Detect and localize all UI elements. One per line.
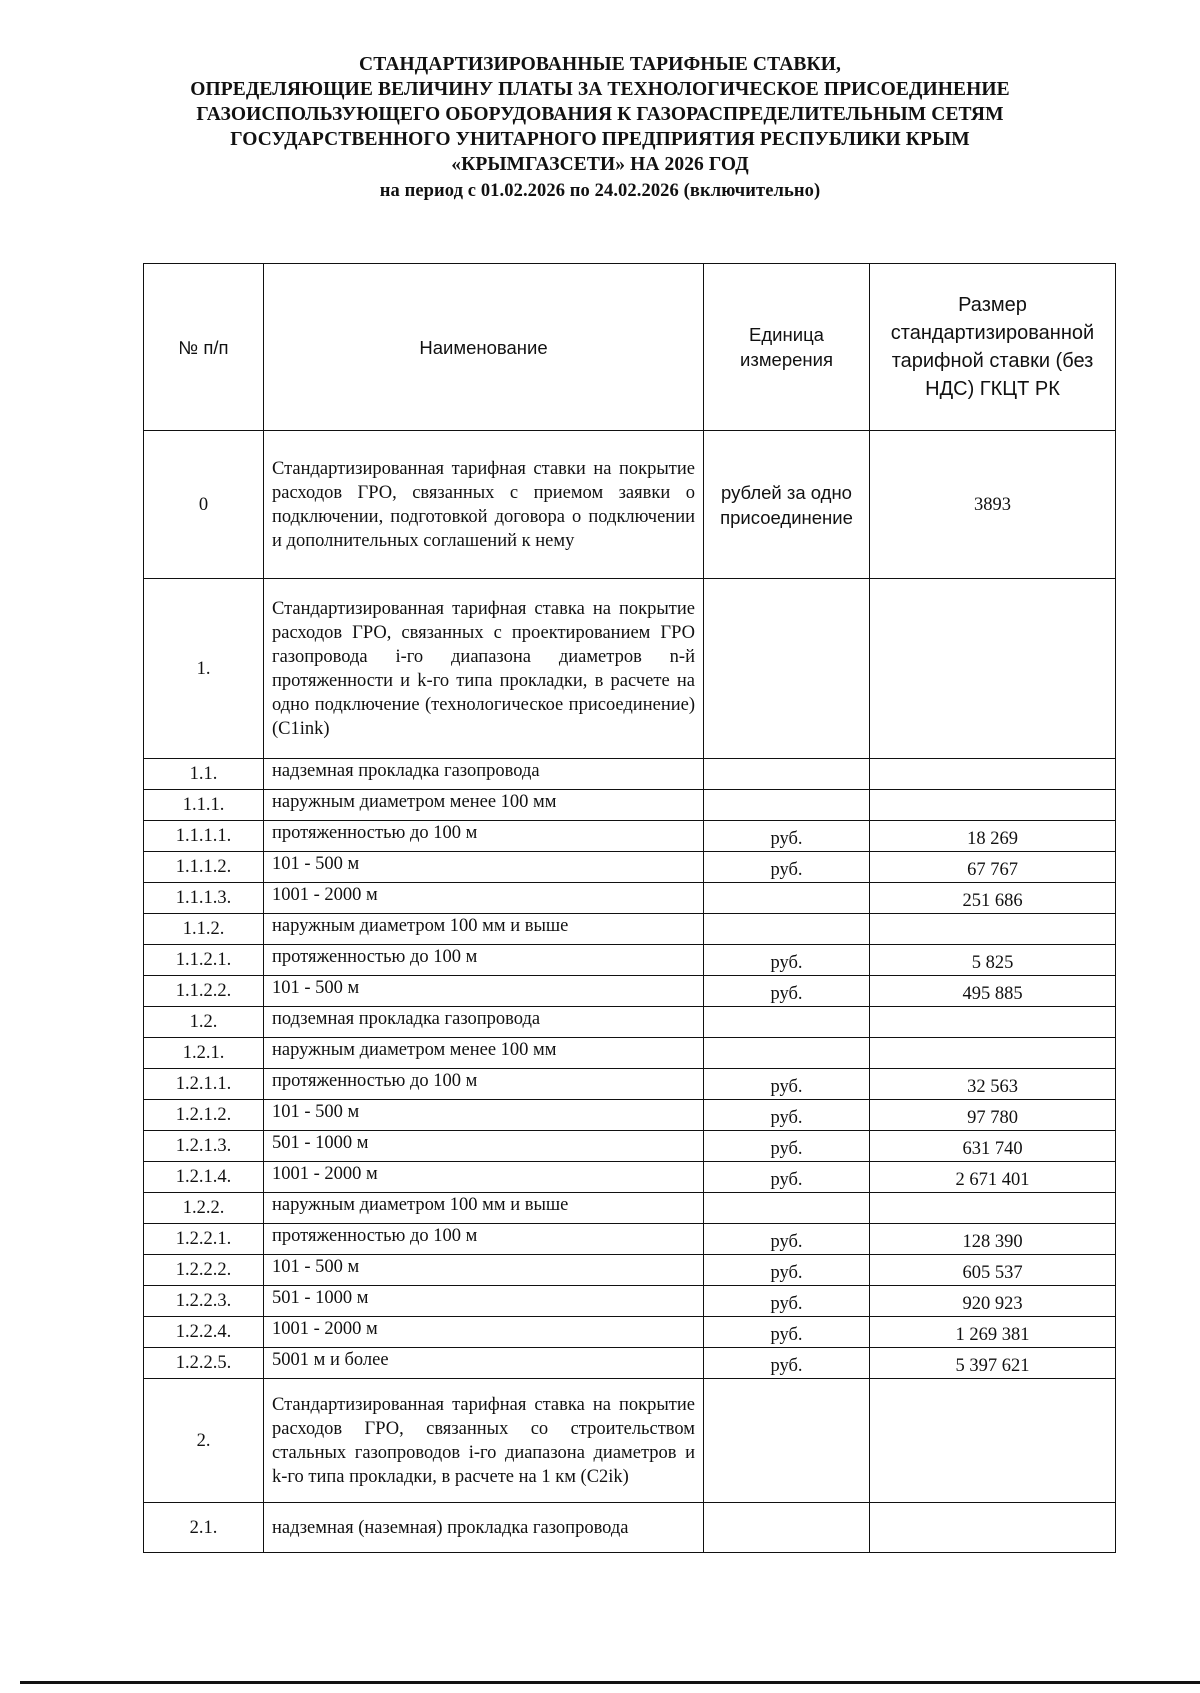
row-name: протяженностью до 100 м (264, 821, 704, 852)
header-num: № п/п (144, 264, 264, 431)
row-num: 2.1. (144, 1503, 264, 1553)
row-unit (704, 1007, 870, 1038)
table-body (144, 431, 1116, 1553)
table-row (144, 1503, 1116, 1553)
title-line-1: СТАНДАРТИЗИРОВАННЫЕ ТАРИФНЫЕ СТАВКИ, (359, 54, 841, 75)
row-num: 1.1.1.2. (144, 852, 264, 883)
row-value (870, 1379, 1116, 1503)
row-value: 920 923 (870, 1286, 1116, 1317)
table-row (144, 883, 1116, 914)
table-row (144, 852, 1116, 883)
row-num: 1.2. (144, 1007, 264, 1038)
row-num: 1.2.1.4. (144, 1162, 264, 1193)
row-value: 631 740 (870, 1131, 1116, 1162)
row-name: 5001 м и более (264, 1348, 704, 1379)
row-value (870, 914, 1116, 945)
row-name: наружным диаметром 100 мм и выше (264, 914, 704, 945)
row-value: 2 671 401 (870, 1162, 1116, 1193)
row-unit: руб. (704, 1100, 870, 1131)
row-unit (704, 579, 870, 759)
row-name: 501 - 1000 м (264, 1131, 704, 1162)
row-unit (704, 914, 870, 945)
row-name: подземная прокладка газопровода (264, 1007, 704, 1038)
row-num: 1.2.1.3. (144, 1131, 264, 1162)
row-name: 501 - 1000 м (264, 1286, 704, 1317)
row-value (870, 759, 1116, 790)
table-row (144, 976, 1116, 1007)
table-row (144, 1007, 1116, 1038)
document-title (0, 52, 1200, 204)
row-name: Стандартизированная тарифная ставка на покрытие расходов ГРО, связанных со строительством стальных газопроводов i-го диапазона диаметров и k-го типа прокладки, в расчете на 1 км (C2ik) (264, 1379, 704, 1503)
row-name: наружным диаметром менее 100 мм (264, 1038, 704, 1069)
row-num: 1.1.2. (144, 914, 264, 945)
row-num: 1.1.1. (144, 790, 264, 821)
row-num: 2. (144, 1379, 264, 1503)
row-num: 1.2.2. (144, 1193, 264, 1224)
row-unit: руб. (704, 1224, 870, 1255)
row-num: 1.2.2.5. (144, 1348, 264, 1379)
row-name: 101 - 500 м (264, 852, 704, 883)
row-value (870, 1193, 1116, 1224)
row-num: 1.1.2.2. (144, 976, 264, 1007)
table-row (144, 1100, 1116, 1131)
row-num: 1. (144, 579, 264, 759)
table-row (144, 1379, 1116, 1503)
row-unit: руб. (704, 1069, 870, 1100)
row-name: 1001 - 2000 м (264, 1317, 704, 1348)
row-value: 5 397 621 (870, 1348, 1116, 1379)
table-row (144, 1162, 1116, 1193)
row-value: 3893 (870, 431, 1116, 579)
row-value (870, 1503, 1116, 1553)
row-value: 67 767 (870, 852, 1116, 883)
row-num: 1.2.2.3. (144, 1286, 264, 1317)
row-value: 251 686 (870, 883, 1116, 914)
table-row (144, 1069, 1116, 1100)
header-value: Размер стандартизированной тарифной ставки (без НДС) ГКЦТ РК (870, 264, 1116, 431)
row-unit (704, 1503, 870, 1553)
row-unit: рублей за одно присоединение (704, 431, 870, 579)
row-num: 1.1.1.1. (144, 821, 264, 852)
row-value (870, 1038, 1116, 1069)
header-unit: Единица измерения (704, 264, 870, 431)
row-unit (704, 883, 870, 914)
row-value: 32 563 (870, 1069, 1116, 1100)
title-line-2: ОПРЕДЕЛЯЮЩИЕ ВЕЛИЧИНУ ПЛАТЫ ЗА ТЕХНОЛОГИЧЕСКОЕ ПРИСОЕДИНЕНИЕ (190, 79, 1010, 100)
table-row (144, 431, 1116, 579)
row-name: 1001 - 2000 м (264, 1162, 704, 1193)
table-row (144, 821, 1116, 852)
row-unit: руб. (704, 1131, 870, 1162)
row-unit (704, 759, 870, 790)
row-value (870, 1007, 1116, 1038)
row-num: 1.2.2.4. (144, 1317, 264, 1348)
row-unit: руб. (704, 1162, 870, 1193)
table-row (144, 1255, 1116, 1286)
row-unit: руб. (704, 1286, 870, 1317)
row-value: 97 780 (870, 1100, 1116, 1131)
row-num: 1.1. (144, 759, 264, 790)
table-row (144, 1286, 1116, 1317)
row-unit (704, 1193, 870, 1224)
row-num: 1.1.1.3. (144, 883, 264, 914)
table-row (144, 914, 1116, 945)
row-value: 605 537 (870, 1255, 1116, 1286)
row-value (870, 579, 1116, 759)
row-value: 5 825 (870, 945, 1116, 976)
row-num: 1.2.2.2. (144, 1255, 264, 1286)
row-name: протяженностью до 100 м (264, 945, 704, 976)
row-value: 18 269 (870, 821, 1116, 852)
table-row (144, 1224, 1116, 1255)
row-unit: руб. (704, 1317, 870, 1348)
row-value (870, 790, 1116, 821)
table-row (144, 1038, 1116, 1069)
row-value: 495 885 (870, 976, 1116, 1007)
row-name: Стандартизированная тарифная ставка на покрытие расходов ГРО, связанных с проектированием ГРО газопровода i-го диапазона диаметров n-й протяженности и k-го типа прокладки, в расчете на одно подключение (технологическое присоединение) (C1ink) (264, 579, 704, 759)
table-row (144, 759, 1116, 790)
title-period: на период с 01.02.2026 по 24.02.2026 (включительно) (379, 181, 821, 201)
row-num: 1.2.1.1. (144, 1069, 264, 1100)
tariff-table (143, 263, 1116, 1553)
row-name: 101 - 500 м (264, 1100, 704, 1131)
table-row (144, 1193, 1116, 1224)
row-num: 1.1.2.1. (144, 945, 264, 976)
table-row (144, 1348, 1116, 1379)
row-name: наружным диаметром 100 мм и выше (264, 1193, 704, 1224)
row-unit (704, 1038, 870, 1069)
row-name: наружным диаметром менее 100 мм (264, 790, 704, 821)
row-value: 1 269 381 (870, 1317, 1116, 1348)
table-row (144, 1317, 1116, 1348)
title-line-3: ГАЗОИСПОЛЬЗУЮЩЕГО ОБОРУДОВАНИЯ К ГАЗОРАСПРЕДЕЛИТЕЛЬНЫМ СЕТЯМ (196, 104, 1004, 125)
row-value: 128 390 (870, 1224, 1116, 1255)
footer-rule (20, 1681, 1200, 1684)
row-unit: руб. (704, 945, 870, 976)
table-header-row (144, 264, 1116, 431)
title-line-4: ГОСУДАРСТВЕННОГО УНИТАРНОГО ПРЕДПРИЯТИЯ РЕСПУБЛИКИ КРЫМ (230, 129, 970, 150)
row-unit: руб. (704, 1255, 870, 1286)
row-name: 101 - 500 м (264, 976, 704, 1007)
row-name: 101 - 500 м (264, 1255, 704, 1286)
table-row (144, 579, 1116, 759)
row-name: 1001 - 2000 м (264, 883, 704, 914)
title-line-5: «КРЫМГАЗСЕТИ» НА 2026 ГОД (451, 154, 749, 175)
row-num: 1.2.2.1. (144, 1224, 264, 1255)
row-name: протяженностью до 100 м (264, 1224, 704, 1255)
row-num: 1.2.1.2. (144, 1100, 264, 1131)
row-num: 1.2.1. (144, 1038, 264, 1069)
header-name: Наименование (264, 264, 704, 431)
table-row (144, 945, 1116, 976)
row-name: надземная прокладка газопровода (264, 759, 704, 790)
row-unit: руб. (704, 852, 870, 883)
row-name: Стандартизированная тарифная ставки на покрытие расходов ГРО, связанных с приемом заявки о подключении, подготовкой договора о подключении и дополнительных соглашений к нему (264, 431, 704, 579)
row-unit: руб. (704, 976, 870, 1007)
row-name: протяженностью до 100 м (264, 1069, 704, 1100)
row-unit: руб. (704, 1348, 870, 1379)
table-row (144, 790, 1116, 821)
row-num: 0 (144, 431, 264, 579)
row-unit: руб. (704, 821, 870, 852)
row-name: надземная (наземная) прокладка газопровода (264, 1503, 704, 1553)
table-row (144, 1131, 1116, 1162)
row-unit (704, 1379, 870, 1503)
row-unit (704, 790, 870, 821)
